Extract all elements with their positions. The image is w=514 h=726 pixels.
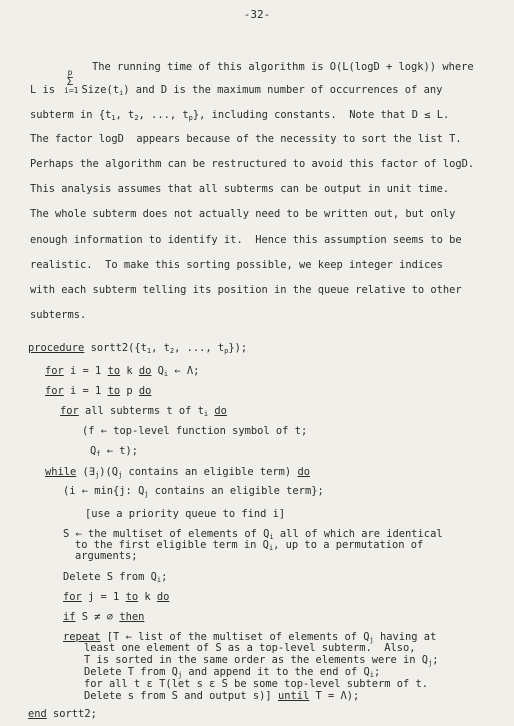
paragraph-line: Perhaps the algorithm can be restructured to avoid this factor of logD. — [30, 158, 475, 170]
code-line: to the first eligible term in $Q_i$, up to a permutation of — [75, 539, 424, 552]
paragraph-line: The whole subterm does not actually need to be written out, but only — [30, 208, 456, 220]
code-line: for all t ε T(let s ε S be some top-level subterm of t. — [84, 678, 429, 690]
paragraph-line: L is $Size(t_i)$ and D is the maximum number of occurrences of any — [30, 84, 443, 97]
code-line: for i = 1 to p do — [45, 385, 152, 397]
code-line: T is sorted in the same order as the elements were in $Q_j$; — [84, 654, 439, 667]
summation-symbol: p Σ i=1 — [64, 68, 79, 95]
code-line: S ← the multiset of elements of $Q_i$ all of which are identical — [63, 528, 443, 541]
code-line: $Q_f$ ← t); — [90, 445, 139, 458]
code-line: (i ← min{j: $Q_j$ contains an eligible term}; — [63, 485, 324, 498]
paragraph-line: subterms. — [30, 309, 87, 321]
paragraph-line: The running time of this algorithm is O(L(logD + logk)) where — [92, 61, 474, 73]
code-line: Delete s from S and output s)] until T = Λ); — [84, 690, 360, 702]
code-line: while $(\exists_j)(Q_j$ contains an eligible term) do — [45, 466, 310, 479]
paragraph-line: enough information to identify it. Hence this assumption seems to be — [30, 234, 462, 246]
paragraph-line: The factor logD appears because of the necessity to sort the list T. — [30, 133, 462, 145]
code-procedure-header: procedure $sortt2(\{t_1$, $t_2$, ..., $t_p$}); — [28, 342, 248, 355]
paragraph-line: with each subterm telling its position in the queue relative to other — [30, 284, 462, 296]
paragraph-line: realistic. To make this sorting possible, we keep integer indices — [30, 259, 443, 271]
paragraph-line: This analysis assumes that all subterms can be output in unit time. — [30, 183, 450, 195]
code-line: [use a priority queue to find i] — [85, 508, 286, 520]
code-line: if S ≠ ∅ then — [63, 611, 145, 623]
paragraph-line: subterm in {$t_1$, $t_2$, ..., $t_p$}, including constants. Note that D ≤ L. — [30, 109, 450, 122]
code-line: for i = 1 to k do $Q_i$ ← Λ; — [45, 365, 200, 378]
code-line: for all subterms t of $t_i$ do — [60, 405, 227, 418]
code-line: arguments; — [75, 550, 138, 562]
code-end: end sortt2; — [28, 708, 97, 720]
code-line: Delete T from $Q_j$ and append it to the end of $Q_i$; — [84, 666, 381, 679]
code-line: least one element of S as a top-level subterm. Also, — [84, 642, 416, 654]
code-line: repeat [T ← list of the multiset of elements of $Q_j$ having at — [63, 631, 437, 644]
code-line: for j = 1 to k do — [63, 591, 170, 603]
page-number: -32- — [243, 8, 271, 21]
code-line: (f ← top-level function symbol of t; — [82, 425, 308, 437]
code-line: Delete S from $Q_i$; — [63, 571, 168, 584]
